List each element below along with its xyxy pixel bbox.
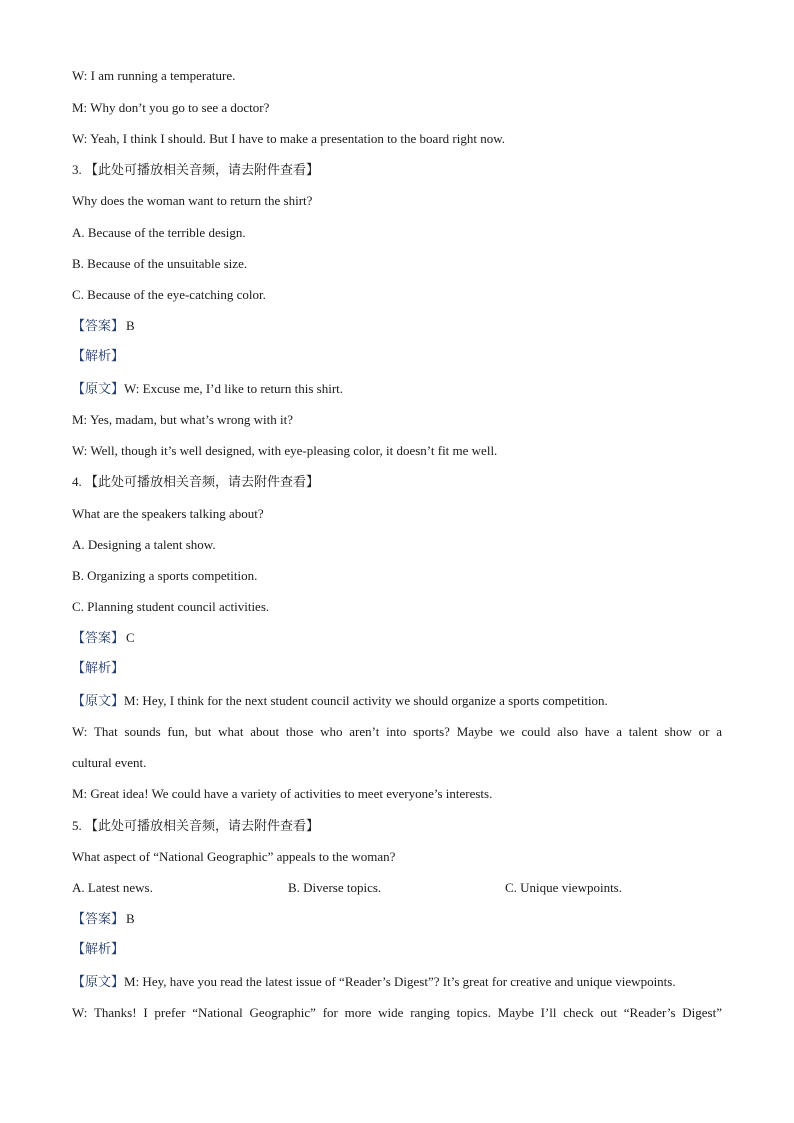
question-3-text: Why does the woman want to return the shirt?: [72, 193, 313, 208]
question-5-option-c: C. Unique viewpoints.: [505, 880, 622, 895]
question-3-option-b: B. Because of the unsuitable size.: [72, 256, 248, 271]
question-5-answer: [72, 911, 135, 928]
answer-tag: 【答案】: [72, 319, 125, 334]
dialogue-line: cultural event.: [72, 755, 147, 770]
question-4-option-b: B. Organizing a sports competition.: [72, 568, 258, 583]
question-5-transcript: [72, 974, 676, 991]
analysis-tag: 【解析】: [72, 661, 125, 676]
question-5-option-a: A. Latest news.: [72, 880, 153, 895]
transcript-tag: 【原文】: [72, 975, 125, 990]
question-4-option-c: C. Planning student council activities.: [72, 599, 270, 614]
dialogue-line: M: Yes, madam, but what’s wrong with it?: [72, 412, 293, 427]
transcript-text: W: Excuse me, I’d like to return this shirt.: [124, 381, 344, 396]
question-3-answer: [72, 318, 135, 335]
dialogue-line: W: Yeah, I think I should. But I have to make a presentation to the board right now.: [72, 131, 506, 146]
question-5-option-b: B. Diverse topics.: [288, 880, 382, 895]
dialogue-line: W: Thanks! I prefer “National Geographic” for more wide ranging topics. Maybe I’ll check out “Reader’s Digest”: [72, 1005, 722, 1020]
question-3-option-c: C. Because of the eye-catching color.: [72, 287, 266, 302]
question-5-text: What aspect of “National Geographic” appeals to the woman?: [72, 849, 396, 864]
question-5-header: 5. 【此处可播放相关音频，请去附件查看】: [72, 818, 320, 833]
question-4-text: What are the speakers talking about?: [72, 506, 264, 521]
answer-tag: 【答案】: [72, 631, 125, 646]
transcript-tag: 【原文】: [72, 694, 125, 709]
transcript-text: M: Hey, have you read the latest issue of “Reader’s Digest”? It’s great for creative and unique viewpoints.: [124, 974, 676, 989]
answer-value: B: [126, 911, 135, 926]
answer-value: C: [126, 630, 135, 645]
dialogue-line: W: Well, though it’s well designed, with eye-pleasing color, it doesn’t fit me well.: [72, 443, 498, 458]
question-4-answer: [72, 630, 135, 647]
dialogue-line: W: That sounds fun, but what about those who aren’t into sports? Maybe we could also have a talent show or a: [72, 724, 722, 739]
analysis-tag: 【解析】: [72, 349, 125, 364]
dialogue-line: W: I am running a temperature.: [72, 68, 236, 83]
answer-value: B: [126, 318, 135, 333]
transcript-tag: 【原文】: [72, 382, 125, 397]
question-3-header: 3. 【此处可播放相关音频，请去附件查看】: [72, 162, 320, 177]
question-4-header: 4. 【此处可播放相关音频，请去附件查看】: [72, 474, 320, 489]
question-3-transcript: [72, 381, 343, 398]
dialogue-line: M: Great idea! We could have a variety of activities to meet everyone’s interests.: [72, 786, 493, 801]
answer-tag: 【答案】: [72, 912, 125, 927]
dialogue-line: M: Why don’t you go to see a doctor?: [72, 100, 270, 115]
transcript-text: M: Hey, I think for the next student council activity we should organize a sports competition.: [124, 693, 608, 708]
analysis-tag: 【解析】: [72, 942, 125, 957]
question-4-option-a: A. Designing a talent show.: [72, 537, 216, 552]
question-3-option-a: A. Because of the terrible design.: [72, 225, 246, 240]
question-4-transcript: [72, 693, 608, 710]
